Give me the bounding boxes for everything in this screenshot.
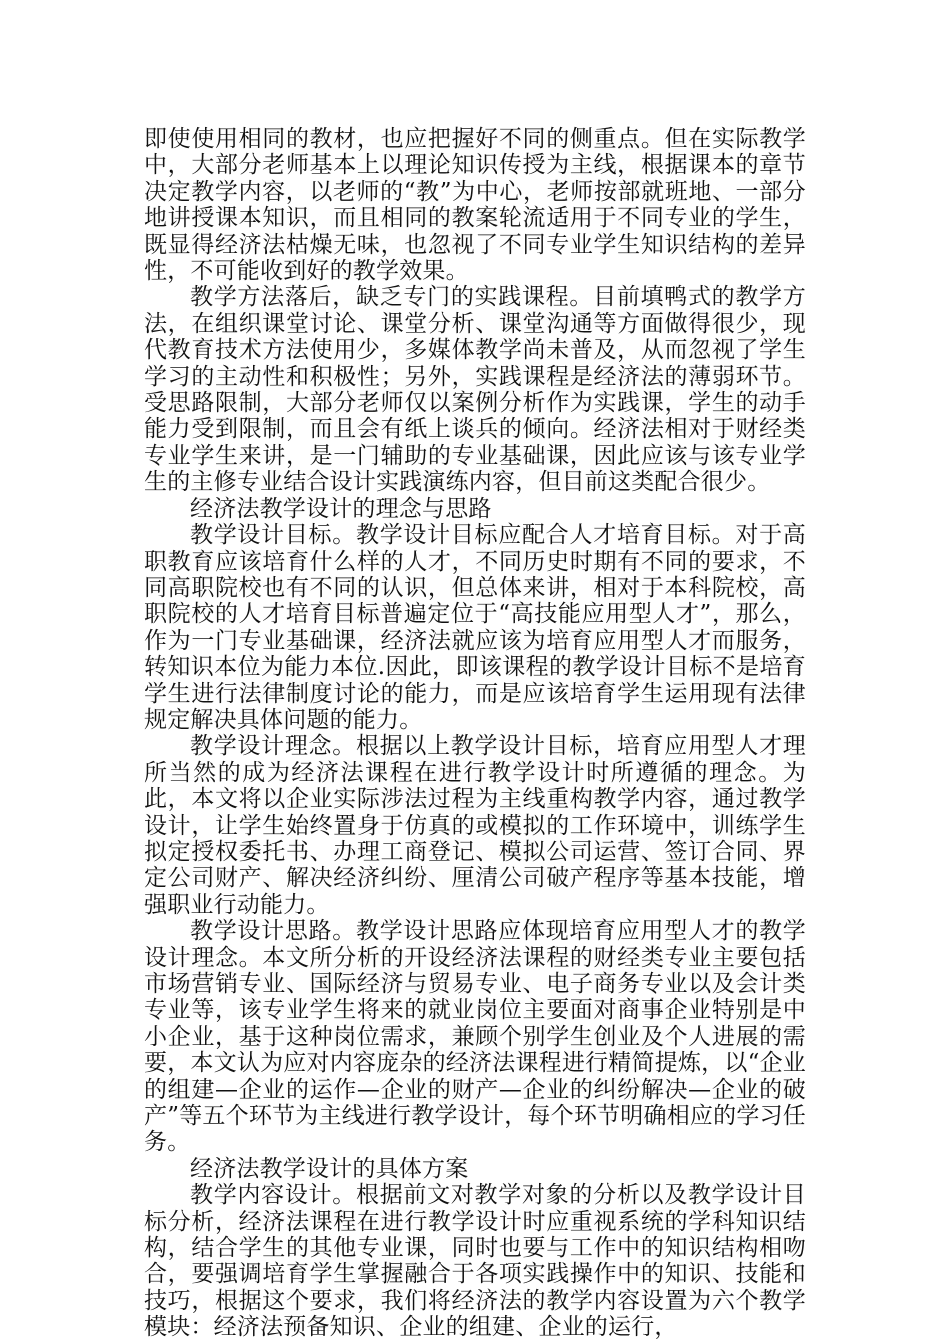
document-body [144,126,806,1341]
paragraph-5: 教学设计思路。教学设计思路应体现培育应用型人才的教学设计理念。本文所分析的开设经济法课程的财经类专业主要包括市场营销专业、国际经济与贸易专业、电子商务专业以及会计类专业等，该专业学生将来的就业岗位主要面对商事企业特别是中小企业，基于这种岗位需求，兼顾个别学生创业及个人进展的需要，本文认为应对内容庞杂的经济法课程进行精简提炼，以“企业的组建—企业的运作—企业的财产—企业的纠纷解决—企业的破产”等五个环节为主线进行教学设计，每个环节明确相应的学习任务。 [144,918,806,1156]
paragraph-6: 教学内容设计。根据前文对教学对象的分析以及教学设计目标分析，经济法课程在进行教学设计时应重视系统的学科知识结构，结合学生的其他专业课，同时也要与工作中的知识结构相吻合，要强调培育学生掌握融合于各项实践操作中的知识、技能和技巧，根据这个要求，我们将经济法的教学内容设置为六个教学模块：经济法预备知识、企业的组建、企业的运行， [144,1182,806,1341]
section-heading-2: 经济法教学设计的具体方案 [190,1155,469,1182]
paragraph-1: 即使使用相同的教材，也应把握好不同的侧重点。但在实际教学中，大部分老师基本上以理论知识传授为主线，根据课本的章节决定教学内容，以老师的“教”为中心，老师按部就班地、一部分地讲授课本知识，而且相同的教案轮流适用于不同专业的学生，既显得经济法枯燥无味，也忽视了不同专业学生知识结构的差异性，不可能收到好的教学效果。 [144,126,806,285]
paragraph-2: 教学方法落后，缺乏专门的实践课程。目前填鸭式的教学方法，在组织课堂讨论、课堂分析、课堂沟通等方面做得很少，现代教育技术方法使用少，多媒体教学尚未普及，从而忽视了学生学习的主动性和积极性；另外，实践课程是经济法的薄弱环节。受思路限制，大部分老师仅以案例分析作为实践课，学生的动手能力受到限制，而且会有纸上谈兵的倾向。经济法相对于财经类专业学生来讲，是一门辅助的专业基础课，因此应该与该专业学生的主修专业结合设计实践演练内容，但目前这类配合很少。 [144,284,806,496]
paragraph-3: 教学设计目标。教学设计目标应配合人才培育目标。对于高职教育应该培育什么样的人才，不同历史时期有不同的要求，不同高职院校也有不同的认识，但总体来讲，相对于本科院校，高职院校的人才培育目标普遍定位于“高技能应用型人才”，那么，作为一门专业基础课，经济法就应该为培育应用型人才而服务，转知识本位为能力本位.因此，即该课程的教学设计目标不是培育学生进行法律制度讨论的能力，而是应该培育学生运用现有法律规定解决具体问题的能力。 [144,522,806,733]
paragraph-4: 教学设计理念。根据以上教学设计目标，培育应用型人才理所当然的成为经济法课程在进行教学设计时所遵循的理念。为此，本文将以企业实际涉法过程为主线重构教学内容，通过教学设计，让学生始终置身于仿真的或模拟的工作环境中，训练学生拟定授权委托书、办理工商登记、模拟公司运营、签订合同、界定公司财产、解决经济纠纷、厘清公司破产程序等基本技能，增强职业行动能力。 [144,733,806,918]
section-heading-1: 经济法教学设计的理念与思路 [190,495,492,522]
